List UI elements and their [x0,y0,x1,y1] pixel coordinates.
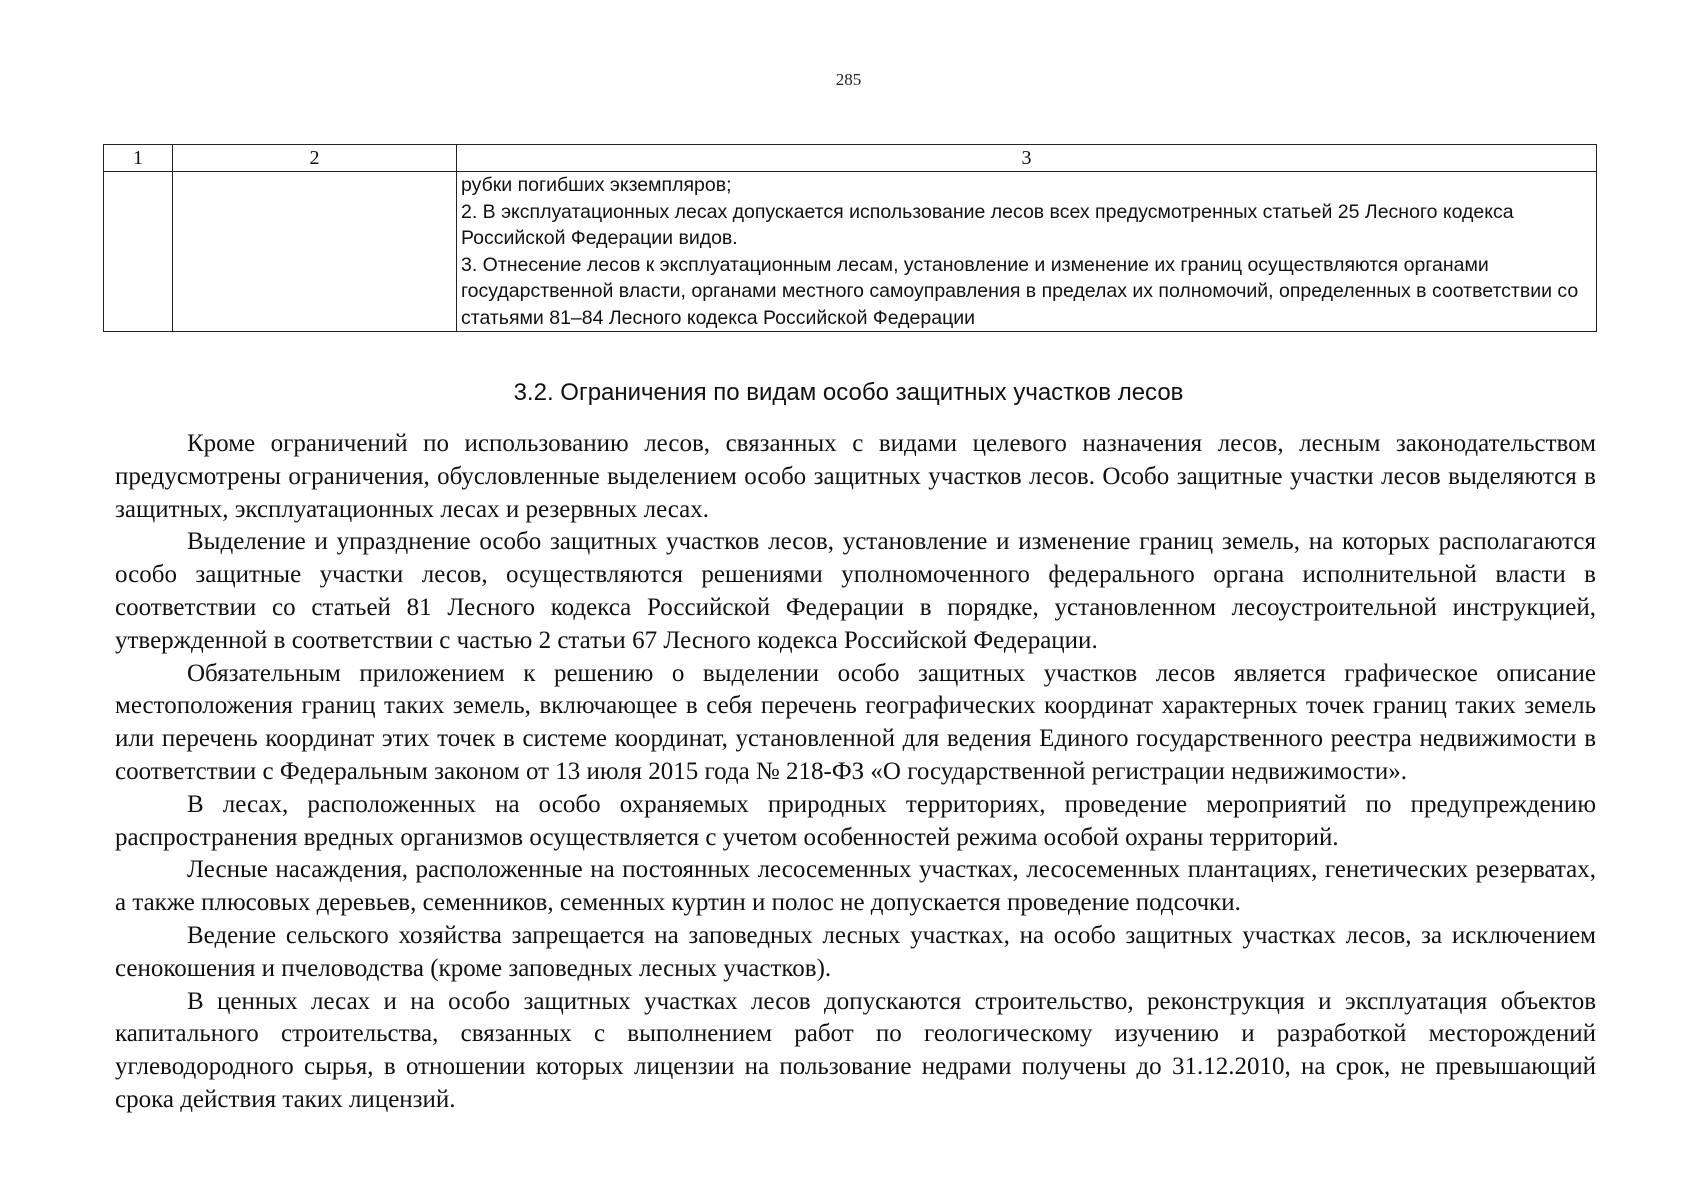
body-text [115,428,1596,1117]
table-header-col-2: 2 [173,145,457,172]
table-cell-col-1 [104,172,173,332]
body-paragraph: Обязательным приложением к решению о выделении особо защитных участков лесов является графическое описание местоположения границ таких земель, включающее в себя перечень географических координат характерных точек границ таких земель или перечень координат этих точек в системе координат, установленной для ведения Единого государственного реестра недвижимости в соответствии с Федеральным законом от 13 июля 2015 года № 218-ФЗ «О государственной регистрации недвижимости». [115,659,1596,785]
body-paragraph: Кроме ограничений по использованию лесов, связанных с видами целевого назначения лесов, лесным законодательством предусмотрены ограничения, обусловленные выделением особо защитных участков лесов. Особо защитные участки лесов выделяются в защитных, эксплуатационных лесах и резервных лесах. [115,430,1596,523]
body-paragraph: В ценных лесах и на особо защитных участках лесов допускаются строительство, реконструкция и эксплуатация объектов капитального строительства, связанных с выполнением работ по геологическому изучению и разработкой месторождений углеводородного сырья, в отношении которых лицензии на пользование недрами получены до 31.12.2010, на срок, не превышающий срока действия таких лицензий. [115,987,1596,1113]
page-number: 285 [835,70,862,89]
cell-paragraph: 2. В эксплуатационных лесах допускается использование лесов всех предусмотренных статьей 25 Лесного кодекса Российской Федерации видов. [461,200,1514,249]
cell-paragraph: рубки погибших экземпляров; [461,174,732,196]
table-header-col-1: 1 [104,145,173,172]
document-table [103,144,1597,332]
table-header-row [104,145,1597,172]
body-paragraph: Выделение и упразднение особо защитных участков лесов, установление и изменение границ земель, на которых располагаются особо защитные участки лесов, осуществляются решениями уполномоченного федерального органа исполнительной власти в соответствии со статьей 81 Лесного кодекса Российской Федерации в порядке, установленном лесоустроительной инструкцией, утвержденной в соответствии с частью 2 статьи 67 Лесного кодекса Российской Федерации. [115,528,1596,654]
table-cell-col-3 [457,172,1597,332]
cell-paragraph: 3. Отнесение лесов к эксплуатационным лесам, установление и изменение их границ осуществляются органами государственной власти, органами местного самоуправления в пределах их полномочий, определенных в соответствии со статьями 81–84 Лесного кодекса Российской Федерации [461,253,1579,329]
section-heading: 3.2. Ограничения по видам особо защитных участков лесов [513,379,1184,406]
table-header-col-3: 3 [457,145,1597,172]
body-paragraph: Лесные насаждения, расположенные на постоянных лесосеменных участках, лесосеменных плантациях, генетических резерватах, а также плюсовых деревьев, семенников, семенных куртин и полос не допускается проведение подсочки. [115,856,1596,917]
body-paragraph: В лесах, расположенных на особо охраняемых природных территориях, проведение мероприятий по предупреждению распространения вредных организмов осуществляется с учетом особенностей режима особой охраны территорий. [115,790,1596,851]
table-row [104,172,1597,332]
body-paragraph: Ведение сельского хозяйства запрещается на заповедных лесных участках, на особо защитных участках лесов, за исключением сенокошения и пчеловодства (кроме заповедных лесных участков). [115,921,1596,982]
table-cell-col-2 [173,172,457,332]
